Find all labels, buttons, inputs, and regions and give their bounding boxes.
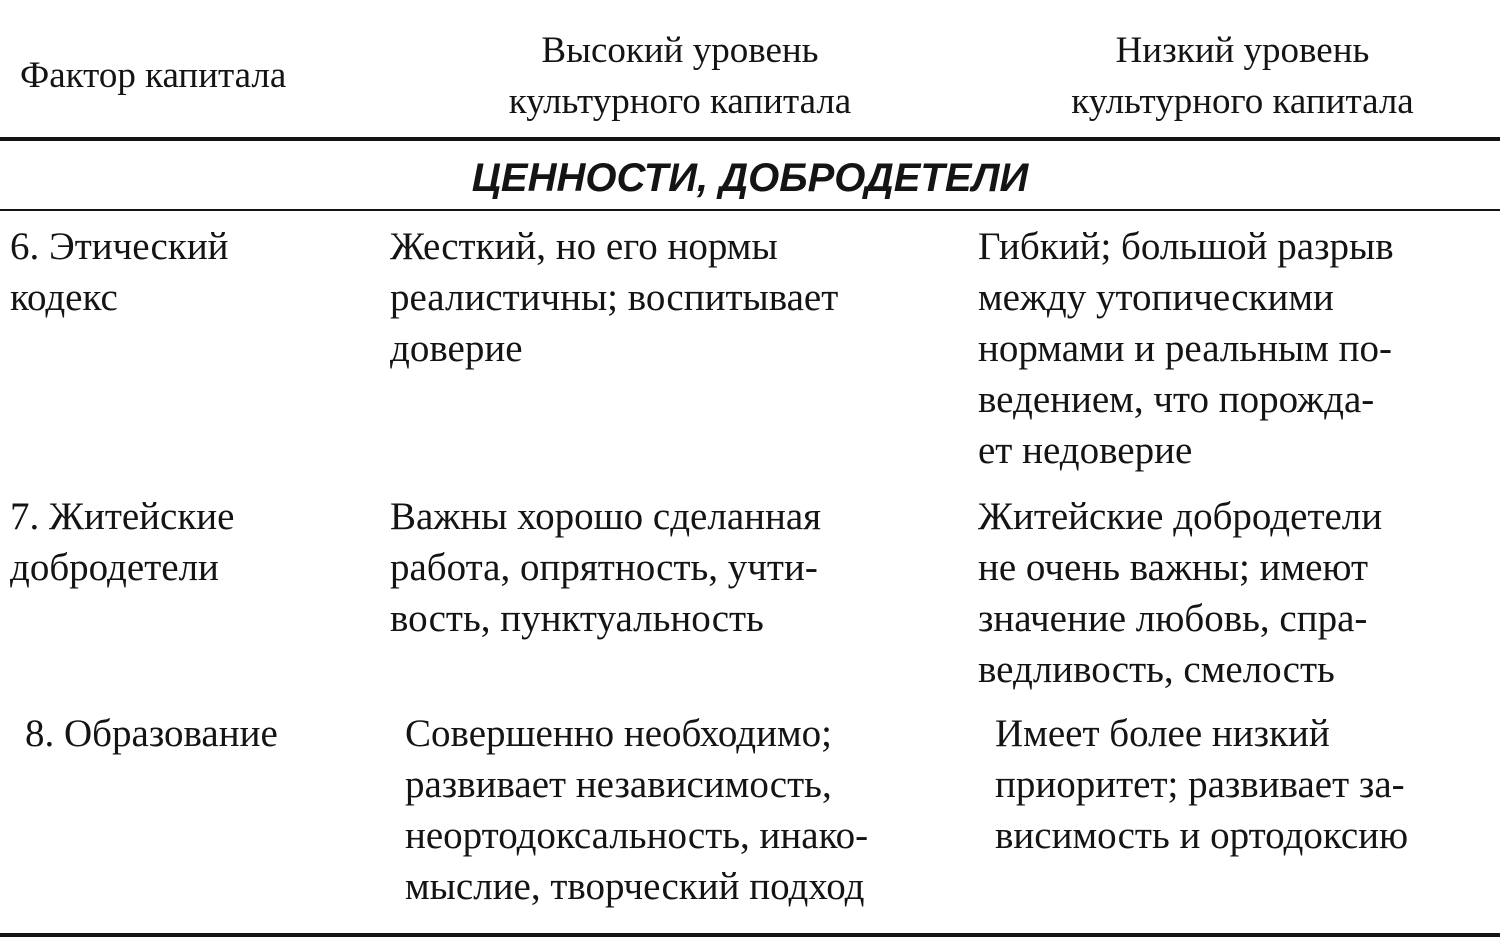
row-8-high: Совершенно необходимо; развивает независимость, неортодоксальность, инако- мыслие, творческий подход xyxy=(405,712,869,908)
row-8-factor: 8. Образование xyxy=(25,712,278,755)
row-7-low: Житейские добродетели не очень важны; имеют значение любовь, спра- ведливость, смелость xyxy=(978,495,1383,691)
bottom-divider xyxy=(0,933,1500,937)
header-factor: Фактор капитала xyxy=(20,55,287,96)
header-divider xyxy=(0,137,1500,141)
row-6-factor: 6. Этический кодекс xyxy=(10,225,229,319)
section-title: ЦЕННОСТИ, ДОБРОДЕТЕЛИ xyxy=(471,156,1029,200)
row-7-high: Важны хорошо сделанная работа, опрятность, учти- вость, пунктуальность xyxy=(390,495,822,640)
row-8-low: Имеет более низкий приоритет; развивает за- висимость и ортодоксию xyxy=(995,712,1409,857)
row-7-factor: 7. Житейские добродетели xyxy=(10,495,235,589)
section-divider xyxy=(0,209,1500,211)
header-high-level: Высокий уровень культурного капитала xyxy=(508,30,852,122)
header-low-level: Низкий уровень культурного капитала xyxy=(1071,30,1414,122)
row-6-low: Гибкий; большой разрыв между утопическими нормами и реальным по- ведением, что порожда- ет недоверие xyxy=(978,225,1394,472)
row-6-high: Жесткий, но его нормы реалистичны; воспитывает доверие xyxy=(390,225,839,370)
